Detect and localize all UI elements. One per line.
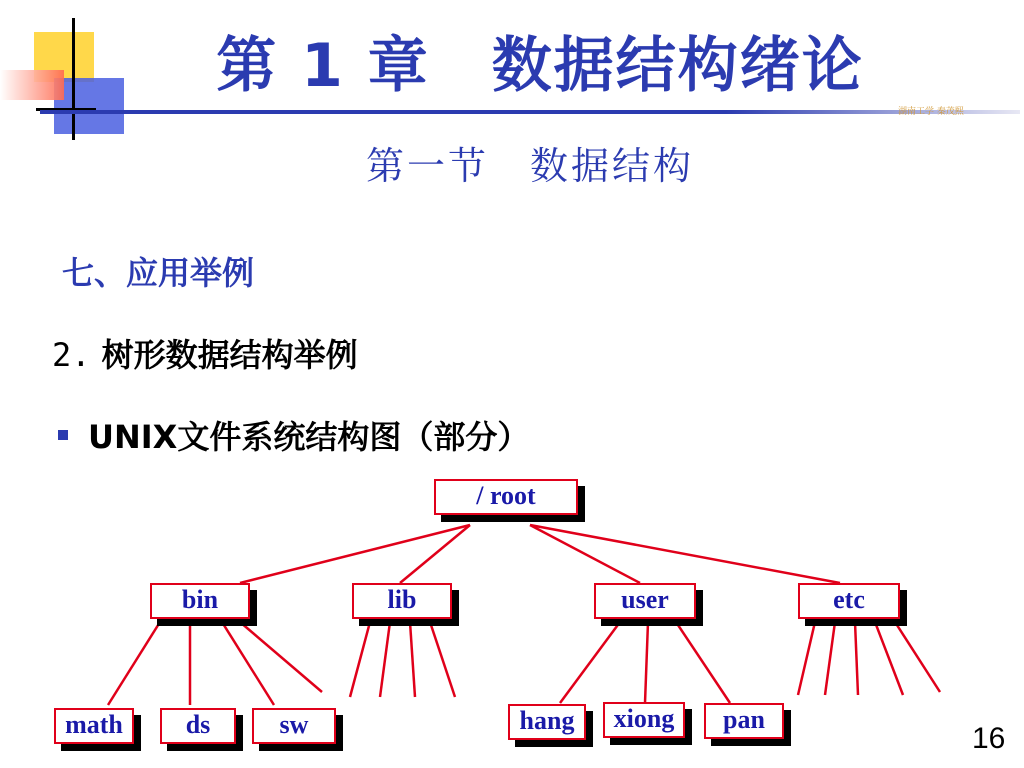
slide-subtitle: 第一节 数据结构 xyxy=(365,144,694,188)
item-text: 树形数据结构举例 xyxy=(101,336,358,374)
bullet-text: UNIX文件系统结构图（部分） xyxy=(88,418,530,456)
tree-node-etc: etc xyxy=(798,583,900,619)
tree-node-pan: pan xyxy=(704,703,784,739)
item-number: 2. xyxy=(52,336,91,374)
tree-node-xiong: xiong xyxy=(603,702,685,738)
section-heading: 七、应用举例 xyxy=(62,254,255,292)
page-number: 16 xyxy=(972,722,1006,755)
author-signature: 湖南工学 秦茂熙 xyxy=(898,107,964,117)
slide-title: 第 1 章 数据结构绪论 xyxy=(216,31,864,101)
tree-node-root: / root xyxy=(434,479,578,515)
tree-node-hang: hang xyxy=(508,704,586,740)
tree-node-bin: bin xyxy=(150,583,250,619)
tree-node-ds: ds xyxy=(160,708,236,744)
tree-node-sw: sw xyxy=(252,708,336,744)
tree-node-math: math xyxy=(54,708,134,744)
tree-node-user: user xyxy=(594,583,696,619)
tree-node-lib: lib xyxy=(352,583,452,619)
